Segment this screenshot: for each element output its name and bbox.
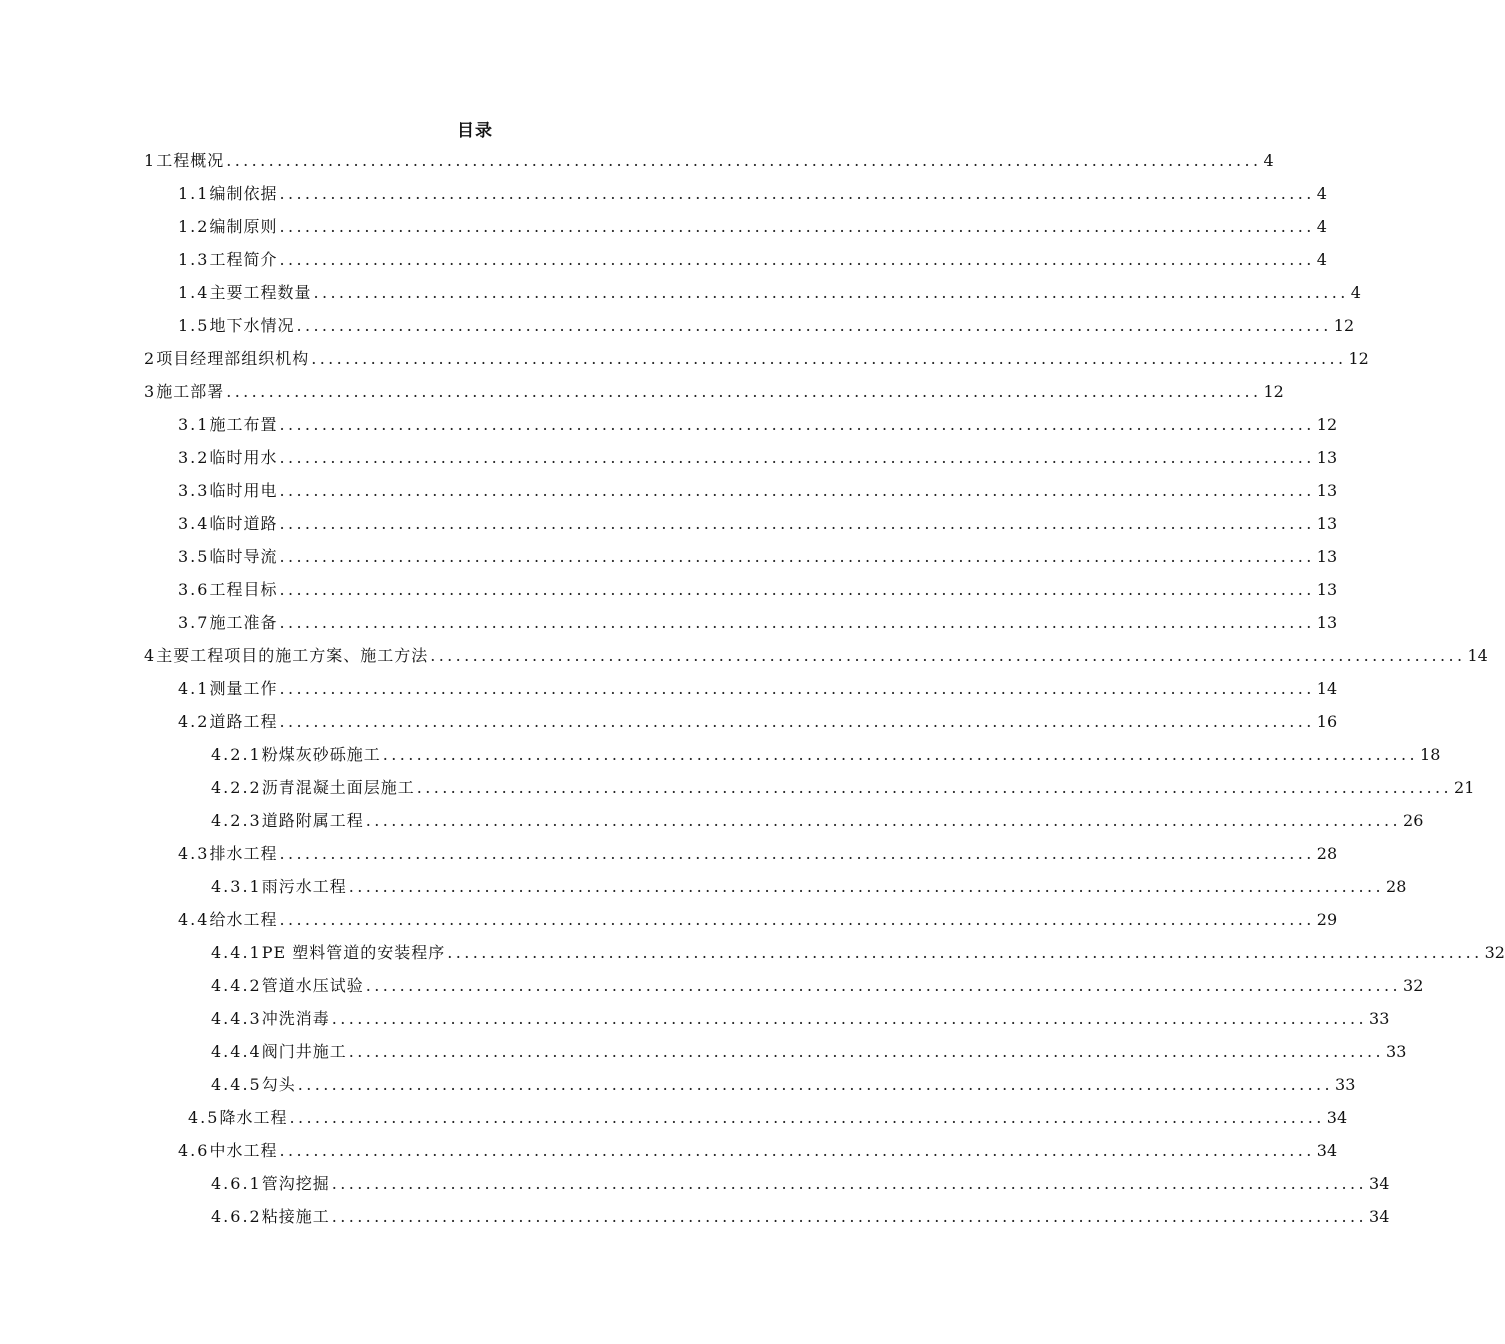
toc-entry-page: 29 bbox=[1316, 910, 1338, 929]
toc-entry-number: 4.2.3 bbox=[211, 811, 262, 830]
toc-entry-leader: .......................................................................................................................... bbox=[311, 349, 1347, 368]
toc-entry-number: 4.2 bbox=[178, 712, 210, 731]
toc-entry-number: 4.2.2 bbox=[211, 778, 262, 797]
toc-entry-number: 2 bbox=[144, 349, 157, 368]
toc-entry-page: 13 bbox=[1316, 481, 1338, 500]
toc-entry-number: 3 bbox=[144, 382, 157, 401]
toc-entry-leader: .......................................................................................................................... bbox=[279, 613, 1315, 632]
toc-entry-number: 1.1 bbox=[178, 184, 210, 203]
toc-entry-page: 13 bbox=[1316, 448, 1338, 467]
toc-entry[interactable] bbox=[211, 1068, 1356, 1101]
toc-entry[interactable] bbox=[144, 375, 1284, 408]
toc-entry-leader: .......................................................................................................................... bbox=[348, 877, 1385, 896]
toc-entry-number: 4.3 bbox=[178, 844, 210, 863]
toc-entry[interactable] bbox=[144, 342, 1369, 375]
toc-entry-leader: .......................................................................................................................... bbox=[279, 481, 1315, 500]
toc-entry-leader: .......................................................................................................................... bbox=[279, 547, 1315, 566]
toc-entry-label: 主要工程数量 bbox=[209, 283, 312, 302]
toc-entry-page: 13 bbox=[1316, 514, 1338, 533]
toc-entry-leader: .......................................................................................................................... bbox=[226, 151, 1262, 170]
toc-entry-label: 编制原则 bbox=[209, 217, 278, 236]
toc-entry[interactable] bbox=[178, 177, 1327, 210]
toc-entry[interactable] bbox=[178, 441, 1338, 474]
toc-entry-page: 12 bbox=[1316, 415, 1338, 434]
toc-entry-label: 降水工程 bbox=[219, 1108, 288, 1127]
toc-entry-page: 16 bbox=[1316, 712, 1338, 731]
toc-entry-number: 1.2 bbox=[178, 217, 210, 236]
toc-entry-page: 21 bbox=[1454, 778, 1475, 797]
toc-entry[interactable] bbox=[211, 969, 1424, 1002]
toc-entry[interactable] bbox=[178, 540, 1338, 573]
toc-entry-leader: .......................................................................................................................... bbox=[331, 1174, 1368, 1193]
toc-entry-page: 28 bbox=[1316, 844, 1338, 863]
toc-entry-leader: .......................................................................................................................... bbox=[348, 1042, 1385, 1061]
toc-entry-page: 33 bbox=[1386, 1042, 1407, 1061]
toc-entry-label: 临时用水 bbox=[209, 448, 278, 467]
toc-entry-leader: .......................................................................................................................... bbox=[331, 1009, 1368, 1028]
toc-entry-leader: .......................................................................................................................... bbox=[226, 382, 1262, 401]
toc-entry-label: 地下水情况 bbox=[209, 316, 295, 335]
toc-entry[interactable] bbox=[178, 1134, 1338, 1167]
toc-entry-label: 中水工程 bbox=[209, 1141, 278, 1160]
toc-entry[interactable] bbox=[178, 276, 1361, 309]
toc-entry-label: 雨污水工程 bbox=[261, 877, 347, 896]
toc-entry-number: 3.5 bbox=[178, 547, 210, 566]
toc-entry-number: 1.5 bbox=[178, 316, 210, 335]
toc-entry-number: 4.3.1 bbox=[211, 877, 262, 896]
toc-entry[interactable] bbox=[178, 573, 1338, 606]
toc-entry-leader: .......................................................................................................................... bbox=[289, 1108, 1325, 1127]
toc-entry-leader: .......................................................................................................................... bbox=[279, 910, 1315, 929]
toc-entry-leader: .......................................................................................................................... bbox=[279, 448, 1315, 467]
toc-entry-page: 13 bbox=[1316, 547, 1338, 566]
toc-entry-label: 沥青混凝土面层施工 bbox=[261, 778, 415, 797]
toc-entry-page: 18 bbox=[1420, 745, 1441, 764]
toc-entry-label: PE 塑料管道的安装程序 bbox=[261, 943, 446, 962]
toc-entry-page: 4 bbox=[1316, 217, 1327, 236]
toc-entry-page: 12 bbox=[1348, 349, 1369, 368]
toc-entry[interactable] bbox=[211, 870, 1407, 903]
toc-entry[interactable] bbox=[178, 243, 1327, 276]
toc-entry[interactable] bbox=[178, 474, 1338, 507]
toc-entry-page: 4 bbox=[1316, 184, 1327, 203]
toc-entry[interactable] bbox=[178, 507, 1338, 540]
toc-entry-page: 4 bbox=[1316, 250, 1327, 269]
toc-entry-leader: .......................................................................................................................... bbox=[313, 283, 1349, 302]
toc-entry-page: 4 bbox=[1350, 283, 1361, 302]
toc-entry-page: 33 bbox=[1335, 1075, 1356, 1094]
toc-entry-page: 32 bbox=[1484, 943, 1505, 962]
toc-entry-label: 工程简介 bbox=[209, 250, 278, 269]
toc-entry-leader: .......................................................................................................................... bbox=[297, 1075, 1334, 1094]
toc-entry[interactable] bbox=[178, 837, 1338, 870]
toc-entry-number: 4.4.3 bbox=[211, 1009, 262, 1028]
toc-entry-number: 4.4.1 bbox=[211, 943, 262, 962]
toc-entry-label: 主要工程项目的施工方案、施工方法 bbox=[156, 646, 429, 665]
toc-entry-page: 12 bbox=[1263, 382, 1284, 401]
toc-entry-number: 4.6.1 bbox=[211, 1174, 262, 1193]
toc-entry-number: 4.4.5 bbox=[211, 1075, 262, 1094]
toc-entry-leader: .......................................................................................................................... bbox=[430, 646, 1466, 665]
toc-entry-page: 34 bbox=[1369, 1174, 1390, 1193]
toc-entry-label: 管沟挖掘 bbox=[261, 1174, 330, 1193]
toc-entry-page: 12 bbox=[1333, 316, 1355, 335]
toc-entry-label: 冲洗消毒 bbox=[261, 1009, 330, 1028]
toc-entry-page: 32 bbox=[1403, 976, 1424, 995]
toc-entry-number: 3.1 bbox=[178, 415, 210, 434]
toc-entry-page: 34 bbox=[1369, 1207, 1390, 1226]
toc-entry-leader: .......................................................................................................................... bbox=[382, 745, 1419, 764]
toc-entry-page: 34 bbox=[1326, 1108, 1348, 1127]
toc-entry[interactable] bbox=[211, 1167, 1390, 1200]
toc-entry-number: 1.4 bbox=[178, 283, 210, 302]
toc-entry-number: 4.1 bbox=[178, 679, 210, 698]
toc-entry-page: 13 bbox=[1316, 580, 1338, 599]
toc-entry-label: 排水工程 bbox=[209, 844, 278, 863]
toc-entry-label: 管道水压试验 bbox=[261, 976, 364, 995]
toc-entry[interactable] bbox=[144, 639, 1488, 672]
toc-entry-label: 临时道路 bbox=[209, 514, 278, 533]
toc-entry-label: 勾头 bbox=[261, 1075, 296, 1094]
toc-entry-label: 道路工程 bbox=[209, 712, 278, 731]
toc-entry-number: 3.7 bbox=[178, 613, 210, 632]
toc-entry-leader: .......................................................................................................................... bbox=[331, 1207, 1368, 1226]
toc-entry[interactable] bbox=[211, 936, 1505, 969]
toc-entry-page: 14 bbox=[1467, 646, 1488, 665]
toc-entry-label: 编制依据 bbox=[209, 184, 278, 203]
toc-entry-number: 3.3 bbox=[178, 481, 210, 500]
toc-entry-page: 4 bbox=[1263, 151, 1274, 170]
toc-entry-page: 13 bbox=[1316, 613, 1338, 632]
toc-entry-leader: .......................................................................................................................... bbox=[447, 943, 1483, 962]
toc-entry-label: 道路附属工程 bbox=[261, 811, 364, 830]
toc-entry[interactable] bbox=[178, 705, 1338, 738]
toc-entry-leader: .......................................................................................................................... bbox=[416, 778, 1453, 797]
toc-entry-number: 4 bbox=[144, 646, 157, 665]
toc-entry-leader: .......................................................................................................................... bbox=[365, 976, 1402, 995]
toc-entry-leader: .......................................................................................................................... bbox=[279, 712, 1315, 731]
toc-entry-label: 临时导流 bbox=[209, 547, 278, 566]
toc-entry-page: 14 bbox=[1316, 679, 1338, 698]
toc-entry[interactable] bbox=[178, 309, 1355, 342]
toc-entry-leader: .......................................................................................................................... bbox=[296, 316, 1332, 335]
toc-entry-number: 4.2.1 bbox=[211, 745, 262, 764]
toc-entry-number: 4.5 bbox=[188, 1108, 220, 1127]
toc-entry-label: 阀门井施工 bbox=[261, 1042, 347, 1061]
toc-entry[interactable] bbox=[178, 672, 1338, 705]
toc-entry-number: 1.3 bbox=[178, 250, 210, 269]
toc-entry-label: 粉煤灰砂砾施工 bbox=[261, 745, 381, 764]
toc-entry[interactable] bbox=[178, 408, 1338, 441]
toc-entry[interactable] bbox=[188, 1101, 1348, 1134]
toc-entry-number: 4.6 bbox=[178, 1141, 210, 1160]
toc-entry-leader: .......................................................................................................................... bbox=[279, 679, 1315, 698]
toc-entry-label: 工程概况 bbox=[156, 151, 225, 170]
toc-title: 目录 bbox=[457, 121, 493, 141]
toc-entry[interactable] bbox=[211, 738, 1441, 771]
toc-entry[interactable] bbox=[178, 210, 1327, 243]
toc-entry-leader: .......................................................................................................................... bbox=[279, 514, 1315, 533]
toc-entry-leader: .......................................................................................................................... bbox=[279, 184, 1315, 203]
toc-entry-number: 4.4.4 bbox=[211, 1042, 262, 1061]
toc-entry-number: 4.6.2 bbox=[211, 1207, 262, 1226]
toc-entry-label: 施工布置 bbox=[209, 415, 278, 434]
toc-entry-label: 施工部署 bbox=[156, 382, 225, 401]
toc-entry[interactable] bbox=[211, 1035, 1407, 1068]
toc-entry[interactable] bbox=[211, 804, 1424, 837]
toc-entry-page: 26 bbox=[1403, 811, 1424, 830]
toc-entry-page: 33 bbox=[1369, 1009, 1390, 1028]
toc-entry[interactable] bbox=[178, 606, 1338, 639]
toc-entry[interactable] bbox=[211, 1002, 1390, 1035]
toc-entry[interactable] bbox=[211, 771, 1475, 804]
toc-entry-number: 3.2 bbox=[178, 448, 210, 467]
toc-entry[interactable] bbox=[211, 1200, 1390, 1233]
toc-entry-leader: .......................................................................................................................... bbox=[279, 250, 1315, 269]
toc-entry-label: 给水工程 bbox=[209, 910, 278, 929]
toc-entry-number: 3.4 bbox=[178, 514, 210, 533]
toc-entry-leader: .......................................................................................................................... bbox=[279, 580, 1315, 599]
toc-entry-number: 3.6 bbox=[178, 580, 210, 599]
toc-entry-leader: .......................................................................................................................... bbox=[279, 1141, 1315, 1160]
toc-entry-page: 28 bbox=[1386, 877, 1407, 896]
toc-entry-leader: .......................................................................................................................... bbox=[279, 844, 1315, 863]
toc-entry[interactable] bbox=[144, 144, 1274, 177]
toc-entry[interactable] bbox=[178, 903, 1338, 936]
toc-entry-label: 工程目标 bbox=[209, 580, 278, 599]
toc-entry-label: 临时用电 bbox=[209, 481, 278, 500]
toc-entry-label: 粘接施工 bbox=[261, 1207, 330, 1226]
toc-entry-number: 1 bbox=[144, 151, 157, 170]
toc-entry-number: 4.4 bbox=[178, 910, 210, 929]
toc-entry-page: 34 bbox=[1316, 1141, 1338, 1160]
toc-entry-leader: .......................................................................................................................... bbox=[279, 217, 1315, 236]
toc-entry-label: 施工准备 bbox=[209, 613, 278, 632]
toc-entry-leader: .......................................................................................................................... bbox=[279, 415, 1315, 434]
toc-entry-label: 测量工作 bbox=[209, 679, 278, 698]
toc-entry-label: 项目经理部组织机构 bbox=[156, 349, 310, 368]
toc-entry-leader: .......................................................................................................................... bbox=[365, 811, 1402, 830]
toc-entry-number: 4.4.2 bbox=[211, 976, 262, 995]
